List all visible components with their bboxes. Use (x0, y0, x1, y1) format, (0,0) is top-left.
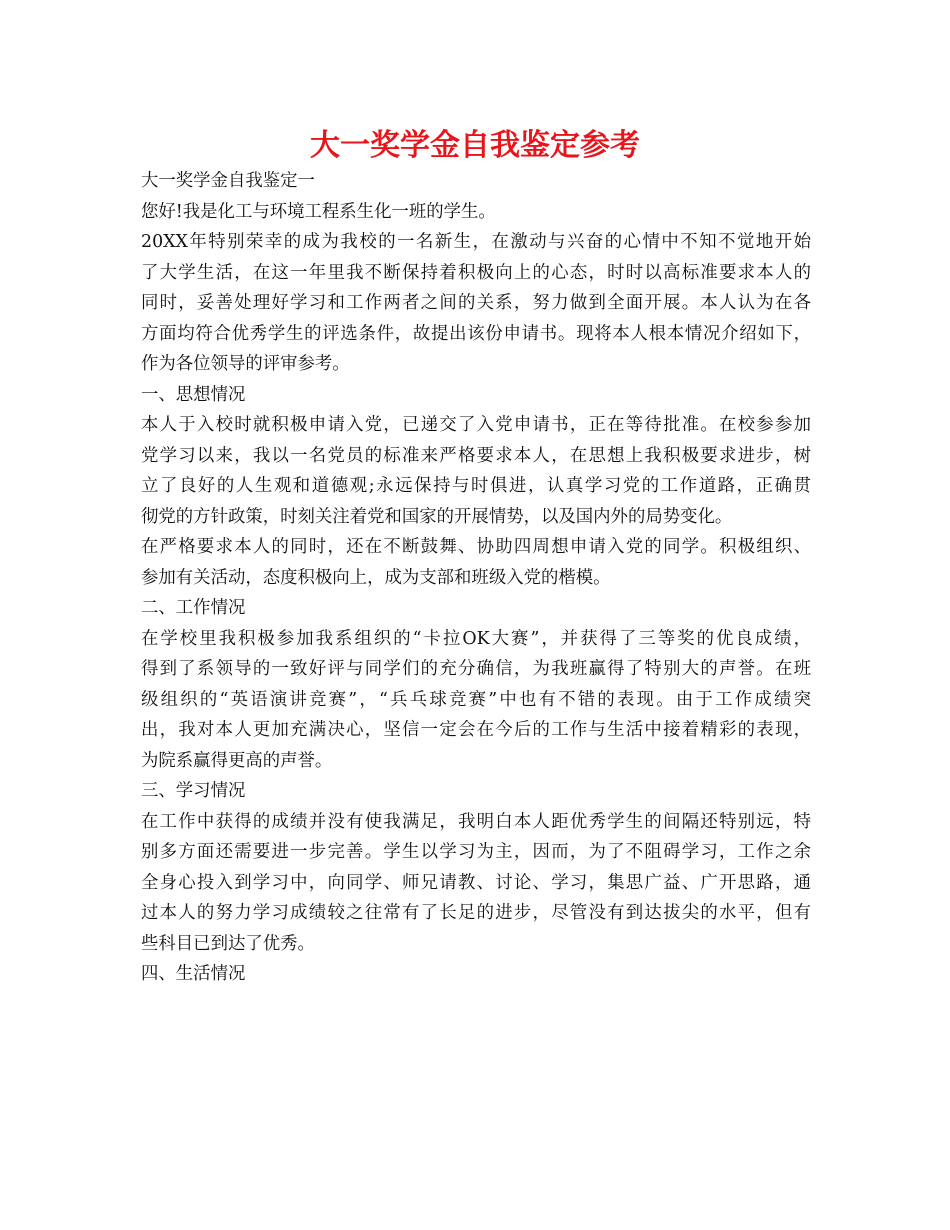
section-heading: 四、生活情况 (141, 964, 246, 984)
section-heading: 二、工作情况 (141, 598, 246, 618)
paragraph-line: 本人于入校时就积极申请入党，已递交了入党申请书，正在等待批准。在校参参加 (141, 415, 811, 435)
section-heading: 大一奖学金自我鉴定一 (141, 171, 315, 191)
paragraph-line: 参加有关活动，态度积极向上，成为支部和班级入党的楷模。 (141, 567, 611, 588)
paragraph-line: 得到了系领导的一致好评与同学们的充分确信，为我班赢得了特别大的声誉。在班 (141, 659, 811, 679)
paragraph-line: 在工作中获得的成绩并没有使我满足，我明白本人距优秀学生的间隔还特别远，特 (141, 811, 811, 832)
paragraph-line: 出，我对本人更加充满决心，坚信一定会在今后的工作与生活中接着精彩的表现， (141, 720, 811, 740)
paragraph-line: 在学校里我积极参加我系组织的“卡拉OK大赛”，并获得了三等奖的优良成绩， (141, 628, 811, 649)
paragraph-line: 立了良好的人生观和道德观;永远保持与时俱进，认真学习党的工作道路，正确贯 (141, 476, 811, 496)
paragraph-line: 作为各位领导的评审参考。 (141, 354, 350, 374)
paragraph-line: 级组织的“英语演讲竞赛”，“兵乓球竞赛”中也有不错的表现。由于工作成绩突 (141, 689, 811, 710)
paragraph-line: 为院系赢得更高的声誉。 (141, 750, 333, 771)
document-title: 大一奖学金自我鉴定参考 (310, 128, 640, 163)
paragraph-line: 了大学生活，在这一年里我不断保持着积极向上的心态，时时以高标准要求本人的 (141, 262, 811, 283)
paragraph-line: 些科目已到达了优秀。 (141, 933, 315, 954)
paragraph-line: 全身心投入到学习中，向同学、师兄请教、讨论、学习，集思广益、广开思路，通 (141, 872, 811, 893)
paragraph-line: 别多方面还需要进一步完善。学生以学习为主，因而，为了不阻碍学习，工作之余 (141, 842, 811, 862)
paragraph-line: 在严格要求本人的同时，还在不断鼓舞、协助四周想申请入党的同学。积极组织、 (141, 537, 811, 557)
paragraph-line: 方面均符合优秀学生的评选条件，故提出该份申请书。现将本人根本情况介绍如下， (141, 323, 811, 344)
document-body (141, 166, 811, 990)
paragraph-line: 同时，妥善处理好学习和工作两者之间的关系，努力做到全面开展。本人认为在各 (141, 293, 811, 313)
paragraph-line: 彻党的方针政策，时刻关注着党和国家的开展情势，以及国内外的局势变化。 (141, 506, 733, 527)
section-heading: 三、学习情况 (141, 781, 246, 801)
paragraph-line: 您好!我是化工与环境工程系生化一班的学生。 (141, 201, 496, 222)
paragraph-line: 20XX年特别荣幸的成为我校的一名新生，在激动与兴奋的心情中不知不觉地开始 (141, 232, 811, 252)
paragraph-line: 过本人的努力学习成绩较之往常有了长足的进步，尽管没有到达拔尖的水平，但有 (141, 903, 811, 923)
paragraph-line: 党学习以来，我以一名党员的标准来严格要求本人，在思想上我积极要求进步，树 (141, 445, 811, 466)
section-heading: 一、思想情况 (141, 384, 246, 405)
